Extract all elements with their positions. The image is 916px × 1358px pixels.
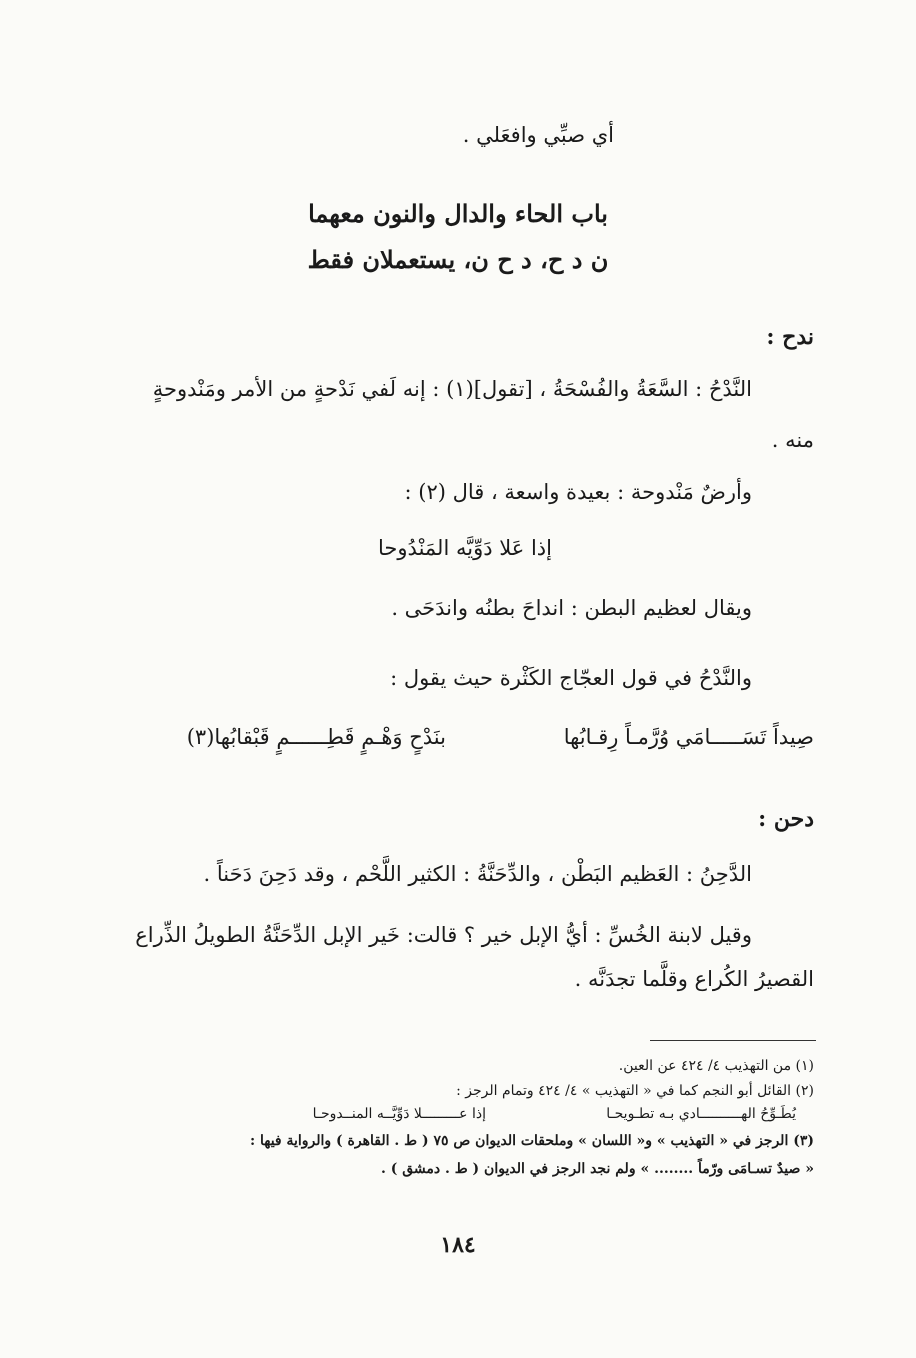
- footnote-separator: [650, 1040, 816, 1041]
- footnote-2-verse-first-hemistich: يُطَـوِّحُ الهــــــــــادي بـه تطـويحـا: [606, 1106, 796, 1122]
- footnote-2-verse-second-hemistich: إذا عـــــــــلا دَوِّيَّــه المنــدوحـا: [312, 1106, 486, 1122]
- continuation-line: أي صبِّي وافعَلي .: [462, 123, 614, 147]
- verse-2-second-hemistich: بنَدْحٍ وَهْـمٍ قَطِــــــمٍ قَبْقابُها(٣): [186, 725, 446, 749]
- entry-ndh-paragraph-1-line-1: النَّدْحُ : السَّعَةُ والفُسْحَةُ ، [تقول](١) : إنه لَفي نَدْحةٍ من الأمر ومَنْدوحةٍ: [152, 377, 752, 401]
- footnote-3-line-2: « صيدٌ تسـامَى ورّماً ........ » ولم نجد الرجز في الديوان ( ط . دمشق ) .: [380, 1161, 814, 1177]
- chapter-title-line-1: باب الحاء والدال والنون معهما: [308, 199, 608, 228]
- entry-heading-ndh: ندح :: [766, 324, 814, 350]
- footnote-1: (١) من التهذيب ٤/ ٤٢٤ عن العين.: [618, 1058, 814, 1074]
- entry-heading-dhn: دحن :: [758, 806, 814, 832]
- footnote-2: (٢) القائل أبو النجم كما في « التهذيب » ٤/ ٤٢٤ وتمام الرجز :: [456, 1083, 814, 1099]
- verse-2-first-hemistich: صِيداً تَسَـــــامَي وُرَّمـاً رِقـابُها: [563, 725, 814, 749]
- entry-ndh-paragraph-3: ويقال لعظيم البطن : انداحَ بطنُه واندَحَى .: [391, 596, 752, 620]
- entry-ndh-paragraph-1-line-2: منه .: [771, 428, 814, 452]
- entry-dhn-paragraph-2-line-2: القصيرُ الكُراع وقلَّما تجدَنَّه .: [574, 967, 814, 991]
- footnote-3: (٣) الرجز في « التهذيب » و« اللسان » وملحقات الديوان ص ٧٥ ( ط . القاهرة ) والرواية فيها :: [249, 1133, 814, 1149]
- chapter-title-line-2: ن د ح، د ح ن، يستعملان فقط: [307, 245, 609, 274]
- page-number: ١٨٤: [440, 1232, 476, 1258]
- entry-dhn-paragraph-1: الدَّحِنُ : العَظيم البَطْن ، والدِّحَنَّةُ : الكثير اللَّحْم ، وقد دَحِنَ دَحَناً .: [203, 862, 752, 886]
- entry-ndh-verse-1: إذا عَلا دَوِّيَّه المَنْدُوحا: [378, 536, 552, 560]
- entry-ndh-paragraph-2: وأرضٌ مَنْدوحة : بعيدة واسعة ، قال (٢) :: [404, 480, 752, 504]
- entry-ndh-paragraph-4: والنَّدْحُ في قول العجّاج الكَثْرة حيث يقول :: [390, 666, 752, 690]
- entry-dhn-paragraph-2-line-1: وقيل لابنة الخُسِّ : أيُّ الإبل خير ؟ قالت: خَير الإبل الدِّحَنَّةُ الطويلُ الذِّراع: [135, 923, 752, 947]
